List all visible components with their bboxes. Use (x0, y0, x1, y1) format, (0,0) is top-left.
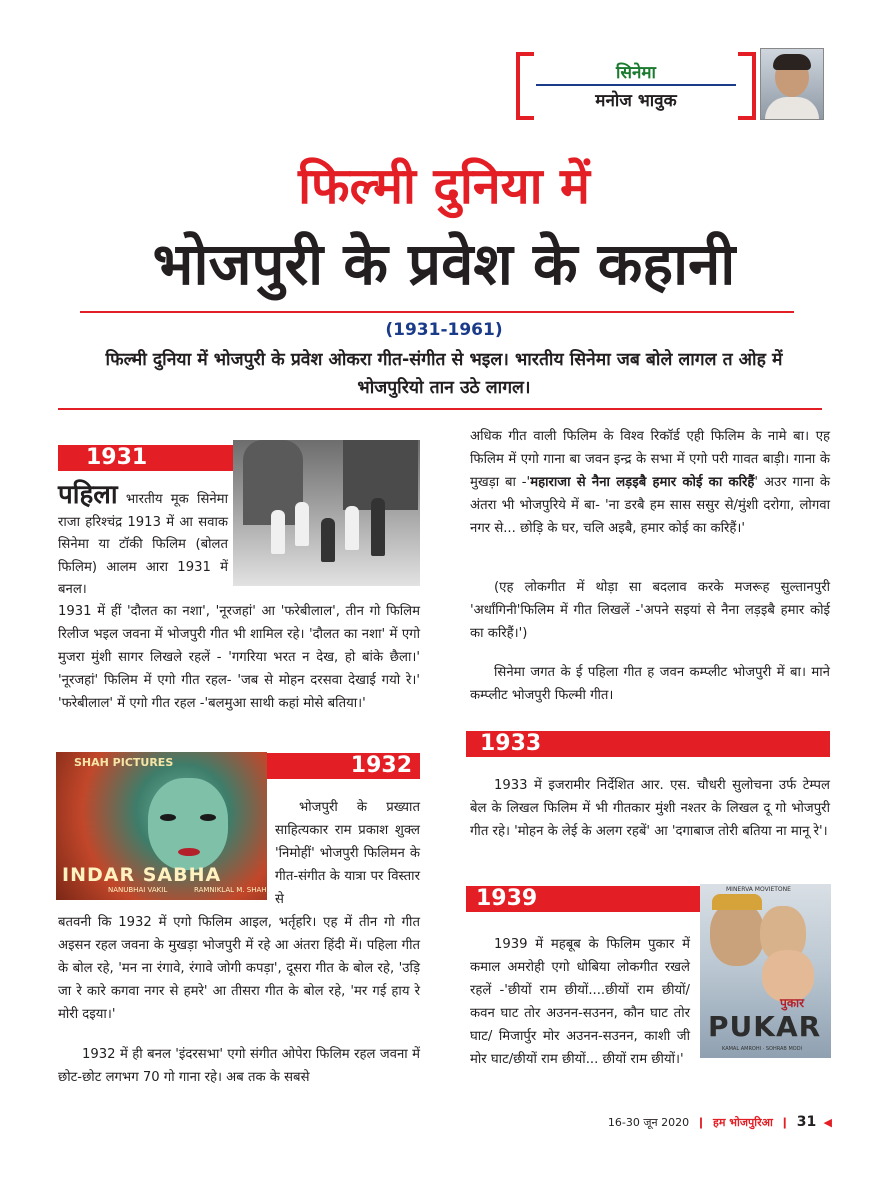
year-bar-1932 (267, 753, 420, 779)
paragraph-1932-wide: बतवनी कि 1932 में एगो फिलिम आइल, भर्तृहरि। एह में तीन गो गीत अइसन रहल जवना के मुखड़ा भोजपुरी में रहे आ अंतरा हिंदी में। पहिला गीत के बोल रहे, 'मन ना रंगावे, रंगावे जोगी कपड़ा', दूसरा गीत के बोल रहे, 'उड़ि जा रे कारे कगवा नगर से हमरे' आ तीसरा गीत के बोल रहे, 'मर गई हाय रे मोरी दइया।' (58, 915, 420, 1022)
page-number: 31 (796, 1114, 817, 1130)
standfirst: फिल्मी दुनिया में भोजपुरी के प्रवेश ओकरा गीत-संगीत से भइल। भारतीय सिनेमा जब बोले लागल त ओह में भोजपुरियो तान उठे लागल। (105, 350, 783, 398)
section-label: सिनेमा (616, 63, 656, 83)
page-footer: 16-30 जून 2020 ❙ हम भोजपुरिआ ❙ 31 ◀ (607, 1114, 832, 1130)
intro-rule (58, 408, 822, 410)
paragraph-col2-first-song: सिनेमा जगत के ई पहिला गीत ह जवन कम्प्लीट भोजपुरी में बा। माने कम्प्लीट भोजपुरी फिल्मी गीत। (470, 665, 830, 703)
period-label: (1931-1961) (385, 320, 503, 340)
headline-line2: भोजपुरी के प्रवेश के कहानी (152, 230, 736, 298)
issue-date: 16-30 जून 2020 (607, 1116, 690, 1129)
year-label: 1939 (476, 886, 538, 911)
paragraph-col2-continued: अधिक गीत वाली फिलिम के विश्व रिकॉर्ड एही फिलिम के नामे बा। एह फिलिम में एगो गाना बा जवन इन्द्र के सभा में एगो परी गावत बाड़ी। गाना के मुखड़ा बा -'महाराजा से नैना लड़इबै हमार कोई का करिहैं' अउर गाना के अंतरा भी भोजपुरिये में बा- 'ना डरबै हम सास ससुर से/मुंशी दरोगा, लोगवा नगर से... छोड़ि के घर, चलि अइबै, हमार कोई का करिहैं।' (470, 429, 830, 536)
year-bar-1939 (466, 886, 700, 912)
paragraph-1939: 1939 में महबूब के फिलिम पुकार में कमाल अमरोही एगो धोबिया लोकगीत रखले रहलें -'छीयों राम छीयों....छीयों राम छीयों/कवन घाट तोर अउनन-सउनन, कौन घाट तोर घाट/ मिजार्पुर मोर अउनन-सउनन, काशी जी मोर घाट/छीयों राम छीयों... छीयों राम छीयों।' (470, 937, 690, 1067)
paragraph-1932-indarsabha: 1932 में ही बनल 'इंदरसभा' एगो संगीत ओपेरा फिलिम रहल जवना में छोट-छोट लगभग 70 गो गाना रहे। अब तक के सबसे (58, 1047, 420, 1085)
paragraph-1931-body: 1931 में हीं 'दौलत का नशा', 'नूरजहां' आ 'फरेबीलाल', तीन गो फिलिम रिलीज भइल जवना में भोजपुरी गीत भी शामिल रहे। 'दौलत का नशा' में एगो मुजरा मुंशी सागर लिखले रहलें - 'गगरिया भरत न देख, हो बांके छैला।' 'नूरजहां' फिलिम में एगो गीत रहल- 'जब से मोहन दरसवा देखाई गयो रे।' 'फरेबीलाल' में एगो गीत रहल -'बलमुआ साथी कहां मोसे बतिया।' (58, 604, 420, 711)
author-photo (760, 48, 824, 120)
header-bracket-left (516, 52, 534, 120)
year-label: 1932 (350, 753, 412, 778)
paragraph-1933: 1933 में इजरामीर निर्देशित आर. एस. चौधरी सुलोचना उर्फ टेम्पल बेल के लिखल फिलिम में भी गीतकार मुंशी नश्तर के लिखल दू गो भोजपुरी गीत रहे। 'मोहन के लेई के अलग रहबें' आ 'दगाबाज तोरी बतिया ना मानू रे'। (470, 778, 830, 839)
magazine-name: हम भोजपुरिआ (712, 1116, 773, 1129)
paragraph-1931-intro: पहिला भारतीय मूक सिनेमा राजा हरिश्चंद्र 1913 में आ सवाक सिनेमा या टॉकी फिलिम (बोलत फिलिम) आलम आरा 1931 में बनल। (58, 480, 228, 597)
header-divider (536, 84, 736, 86)
year-label: 1933 (480, 731, 542, 756)
paragraph-1932-narrow: भोजपुरी के प्रख्यात साहित्यकार राम प्रकाश शुक्ल 'निमोहीं' भोजपुरी फिलिमन के गीत-संगीत के यात्रा पर विस्तार से (275, 800, 420, 907)
poster-pukar: MINERVA MOVIETONE पुकार PUKAR KAMAL AMROHI · SOHRAB MODI (700, 884, 831, 1058)
paragraph-col2-note: (एह लोकगीत में थोड़ा सा बदलाव करके मजरूह सुल्तानपुरी 'अर्धांगिनी'फिलिम में गीत लिखलें -'अपने सइयां से नैना लड़इबै हमार कोई का करिहैं।') (470, 580, 830, 641)
archival-photo-1931 (233, 440, 420, 586)
title-rule (80, 311, 794, 313)
headline-line1: फिल्मी दुनिया में (298, 157, 590, 215)
year-bar-1931 (58, 445, 233, 471)
song-title-highlight: महाराजा से नैना लड़इबै हमार कोई का करिहैं (530, 475, 755, 490)
header-bracket-right (738, 52, 756, 120)
poster-indar-sabha: SHAH PICTURES INDAR SABHA NANUBHAI VAKIL RAMNIKLAL M. SHAH (56, 752, 267, 900)
drop-lead-word: पहिला (58, 480, 118, 510)
year-label: 1931 (86, 445, 148, 470)
author-name: मनोज भावुक (595, 91, 677, 111)
year-bar-1933 (466, 731, 830, 757)
